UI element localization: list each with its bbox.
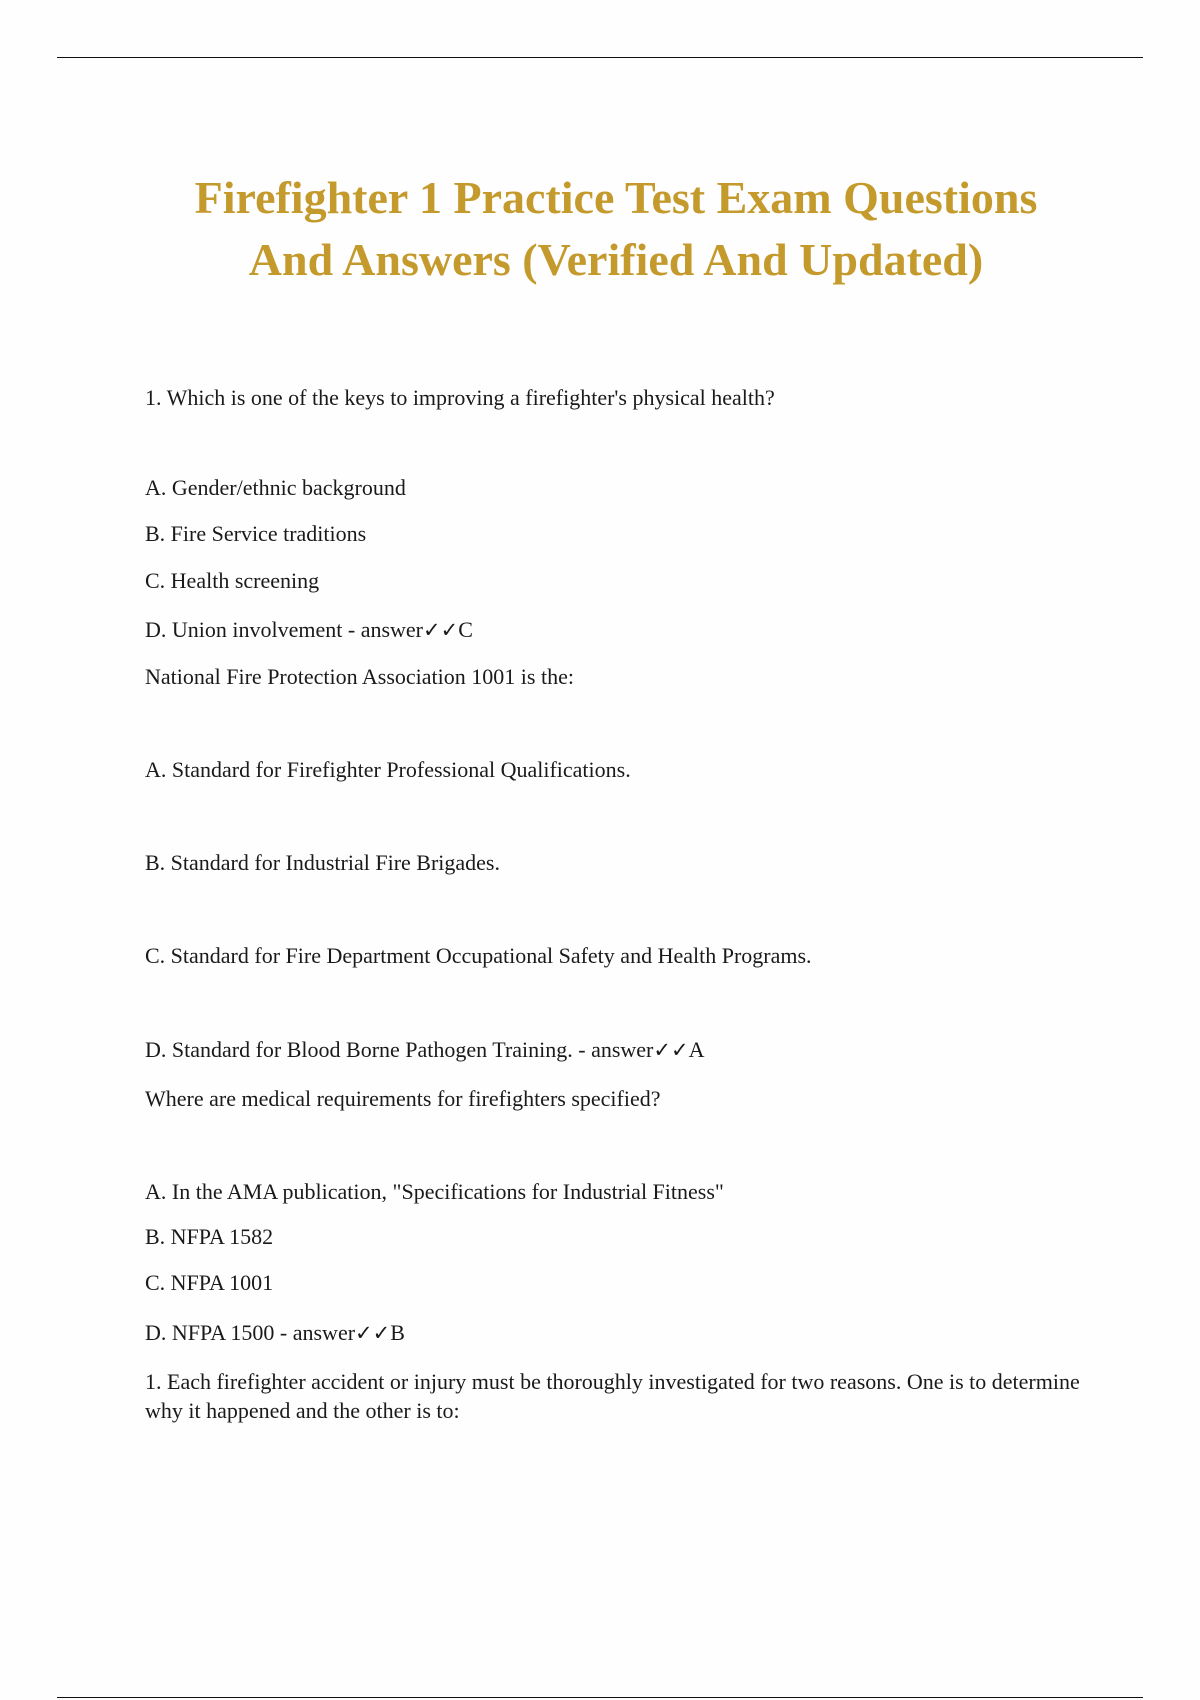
- question-2-option-c: C. Standard for Fire Department Occupational Safety and Health Programs.: [145, 943, 812, 968]
- page-title: [80, 167, 1152, 291]
- question-1-stem: 1. Which is one of the keys to improving a firefighter's physical health?: [145, 385, 775, 410]
- question-2-option-b: B. Standard for Industrial Fire Brigades.: [145, 850, 500, 875]
- bottom-rule: [57, 1697, 1143, 1698]
- question-2-option-d: [145, 1035, 704, 1065]
- question-1-option-a: A. Gender/ethnic background: [145, 475, 406, 500]
- answer-letter: B: [390, 1320, 405, 1345]
- question-1-option-d: [145, 615, 473, 645]
- question-2-option-a: A. Standard for Firefighter Professional Qualifications.: [145, 757, 631, 782]
- question-1-option-c: C. Health screening: [145, 568, 320, 593]
- checkmark-icon: ✓✓: [423, 618, 459, 642]
- answer-letter: C: [458, 617, 473, 642]
- question-4-stem: 1. Each firefighter accident or injury must be thoroughly investigated for two reasons. One is to determine why it happened and the other is to:: [145, 1369, 1080, 1423]
- question-3-option-c: C. NFPA 1001: [145, 1270, 274, 1295]
- title-line-1: Firefighter 1 Practice Test Exam Questions: [194, 172, 1038, 223]
- question-1-option-b: B. Fire Service traditions: [145, 521, 367, 546]
- answer-letter: A: [688, 1037, 705, 1062]
- option-d-text: D. Union involvement - answer: [145, 617, 423, 642]
- question-3-option-a: A. In the AMA publication, "Specifications for Industrial Fitness": [145, 1179, 724, 1204]
- checkmark-icon: ✓✓: [355, 1321, 391, 1345]
- question-3-option-d: [145, 1318, 405, 1348]
- question-3-stem: Where are medical requirements for firefighters specified?: [145, 1086, 661, 1111]
- question-3-option-b: B. NFPA 1582: [145, 1224, 274, 1249]
- question-2-stem: National Fire Protection Association 1001 is the:: [145, 664, 574, 689]
- option-d-text: D. Standard for Blood Borne Pathogen Training. - answer: [145, 1037, 654, 1062]
- top-rule: [57, 57, 1143, 58]
- option-d-text: D. NFPA 1500 - answer: [145, 1320, 356, 1345]
- checkmark-icon: ✓✓: [653, 1038, 689, 1062]
- title-line-2: And Answers (Verified And Updated): [248, 234, 984, 285]
